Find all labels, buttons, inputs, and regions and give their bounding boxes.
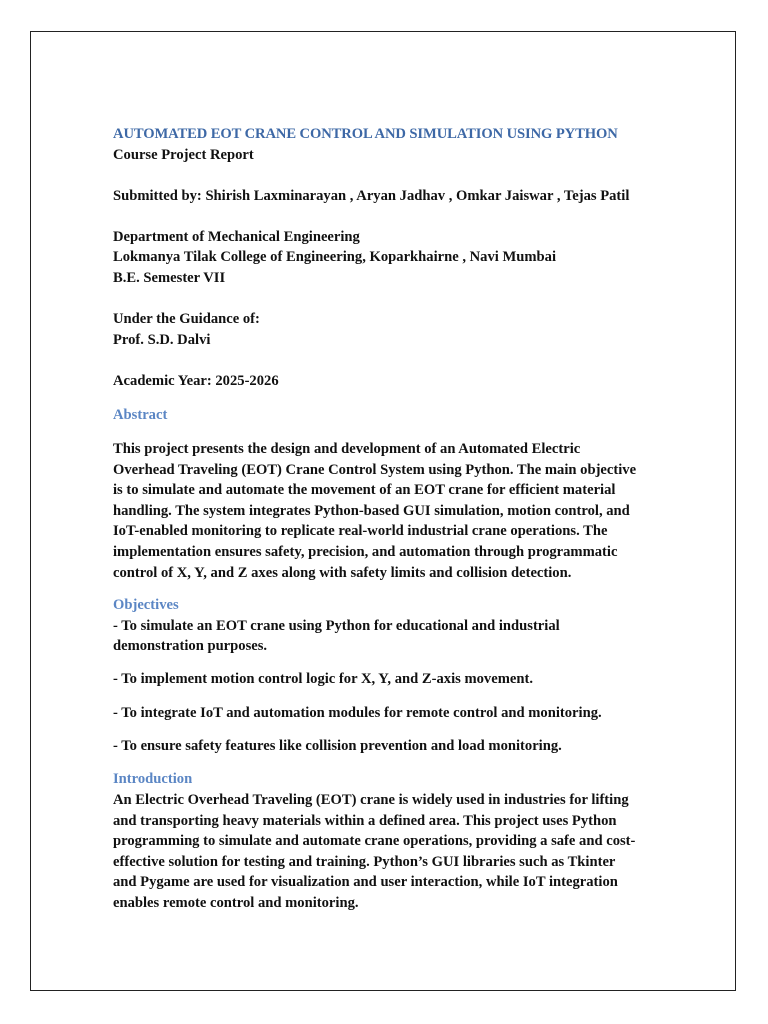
college-name: Lokmanya Tilak College of Engineering, Koparkhairne , Navi Mumbai [113, 249, 556, 266]
document-subtitle: Course Project Report [113, 146, 254, 163]
objective-line: - To integrate IoT and automation modules for remote control and monitoring. [113, 704, 602, 721]
introduction-text [113, 790, 673, 914]
document-body [113, 124, 673, 914]
objective-item [113, 703, 673, 724]
objective-item [113, 669, 673, 690]
introduction-line: programming to simulate and automate crane operations, providing a safe and cost- [113, 833, 636, 850]
introduction-line: An Electric Overhead Traveling (EOT) crane is widely used in industries for lifting [113, 792, 629, 809]
introduction-line: and transporting heavy materials within a defined area. This project uses Python [113, 812, 617, 829]
objective-line: - To ensure safety features like collision prevention and load monitoring. [113, 737, 562, 754]
introduction-heading: Introduction [113, 771, 193, 788]
objective-line: - To simulate an EOT crane using Python for educational and industrial [113, 617, 560, 634]
department-block [113, 227, 673, 289]
guidance-block [113, 309, 673, 350]
document-title: AUTOMATED EOT CRANE CONTROL AND SIMULATION USING PYTHON [113, 126, 618, 142]
objective-item [113, 616, 673, 657]
department-name: Department of Mechanical Engineering [113, 228, 360, 245]
abstract-line: IoT-enabled monitoring to replicate real-world industrial crane operations. The [113, 523, 608, 540]
introduction-line: and Pygame are used for visualization and user interaction, while IoT integration [113, 874, 618, 891]
objective-line: - To implement motion control logic for X, Y, and Z-axis movement. [113, 671, 533, 688]
introduction-line: enables remote control and monitoring. [113, 895, 359, 911]
abstract-line: This project presents the design and development of an Automated Electric [113, 440, 581, 457]
guide-name: Prof. S.D. Dalvi [113, 331, 211, 348]
abstract-line: is to simulate and automate the movement of an EOT crane for efficient material [113, 482, 616, 499]
semester: B.E. Semester VII [113, 269, 226, 286]
academic-year: Academic Year: 2025-2026 [113, 372, 279, 389]
objective-item [113, 736, 673, 757]
abstract-line: handling. The system integrates Python-based GUI simulation, motion control, and [113, 502, 630, 519]
abstract-text [113, 439, 673, 583]
abstract-line: implementation ensures safety, precision, and automation through programmatic [113, 543, 618, 560]
guidance-label: Under the Guidance of: [113, 311, 260, 328]
introduction-line: effective solution for testing and training. Python’s GUI libraries such as Tkinter [113, 853, 616, 870]
objective-line: demonstration purposes. [113, 638, 268, 655]
abstract-heading: Abstract [113, 407, 168, 424]
abstract-line: control of X, Y, and Z axes along with safety limits and collision detection. [113, 564, 572, 581]
objectives-heading: Objectives [113, 597, 179, 614]
objectives-list [113, 616, 673, 757]
abstract-line: Overhead Traveling (EOT) Crane Control System using Python. The main objective [113, 461, 637, 478]
submitted-by: Submitted by: Shirish Laxminarayan , Aryan Jadhav , Omkar Jaiswar , Tejas Patil [113, 187, 630, 204]
